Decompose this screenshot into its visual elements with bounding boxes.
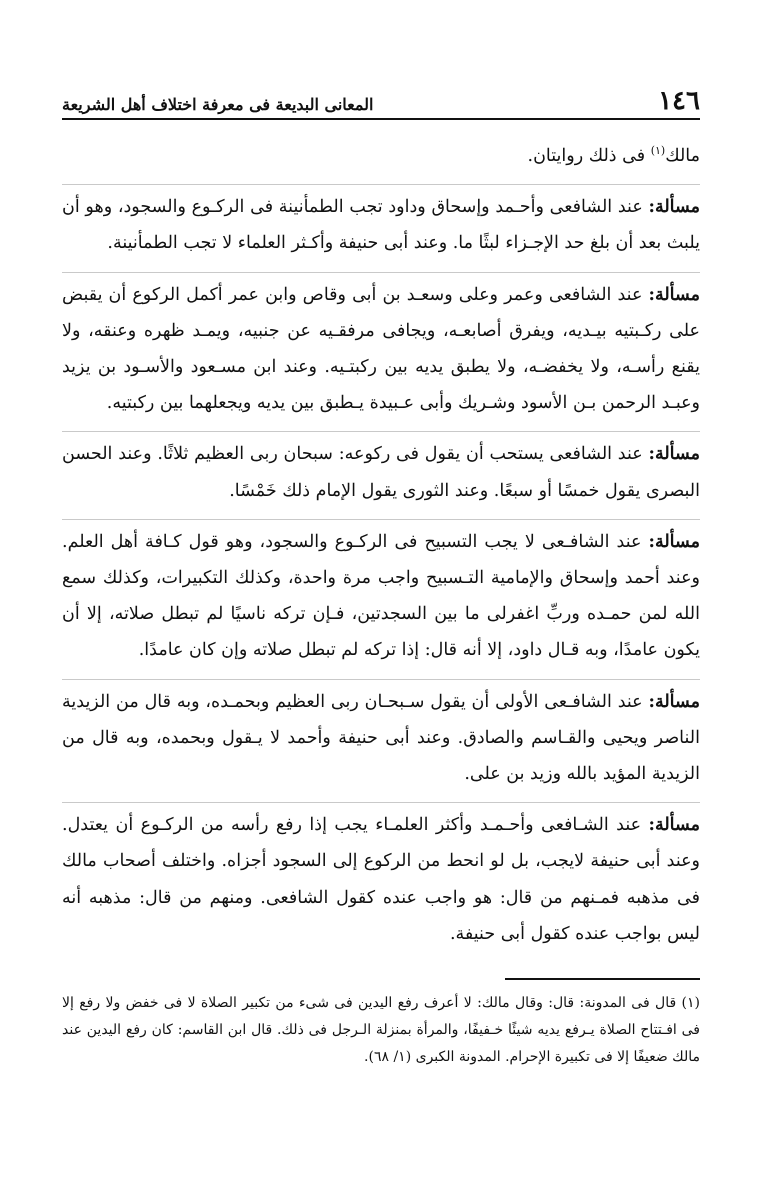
paragraph-5: [62, 679, 700, 793]
footnote: [62, 990, 700, 1071]
paragraph-lead: مسألة:: [648, 197, 700, 218]
paragraph-4: [62, 519, 700, 669]
paragraph-text: عند الشافعى وأحـمد وإسحاق وداود تجب الطمأنينة فى الركـوع والسجود، وهو أن يلبث بعد أن بلغ حد الإجـزاء لبثًا ما. وعند أبى حنيفة وأكـثر العلماء لا تجب الطمأنينة.: [62, 197, 700, 254]
paragraph-text: عند الشافعى وعمر وعلى وسعـد بن أبى وقاص وابن عمر أكمل الركوع أن يقبض على ركـبتيه بيـديه، ويفرق أصابعـه، ويجافى مرفقـيه عن جنبيه، ويمـد ظهره وعنقه، ولا يقنع رأسـه، ولا يخفضـه، ولا يطبق يديه بين ركبتـيه. وعند ابن مسـعود والأسـود بن يزيد وعبـد الرحمن بـن الأسود وشـريك وأبى عـبيدة يـطبق بين يديه ويجعلهما بين ركبتيه.: [62, 284, 700, 414]
paragraph-text: عند الشـافعى وأحـمـد وأكثر العلمـاء يجب إذا رفع رأسه من الركـوع أن يعتدل. وعند أبى حنيفة لايجب، بل لو انحط من الركوع إلى السجود أجزاه. واختلف أصحاب مالك فى مذهبه فمـنهم من قال: هو واجب عنده كقول الشافعى. ومنهم من قال: مذهبه أنه ليس بواجب عنده كقول أبى حنيفة.: [62, 815, 700, 944]
intro-text-after: فى ذلك روايتان.: [527, 146, 651, 166]
footnote-ref: (١): [650, 144, 666, 158]
footnote-text: (١) قال فى المدونة: قال: وقال مالك: لا أعرف رفع اليدين فى شىء من تكبير الصلاة لا فى خفض ولا رفع إلا فى افـتتاح الصلاة يـرفع يديه شيئًا خـفيفًا، والمرأة بمنزلة الـرجل فى ذلك. قال ابن القاسم: كان رفع اليدين عند مالك ضعيفًا إلا فى تكبيرة الإحرام. المدونة الكبرى (١/ ٦٨).: [62, 995, 700, 1066]
paragraph-lead: مسألة:: [648, 531, 700, 552]
paragraph-text: عند الشافـعى الأولى أن يقول سـبحـان ربى العظيم وبحمـده، وبه قال من الزيدية الناصر ويحيى والقـاسم والصادق. وعند أبى حنيفة وأحمد لا يـقول وبحمده، وبه قال من الزيدية المؤيد بالله وزيد بن على.: [62, 691, 700, 785]
page-number: ١٤٦: [658, 86, 700, 116]
paragraph-text: عند الشافـعى لا يجب التسبيح فى الركـوع والسجود، وهو قول كـافة أهل العلم. وعند أحمد وإسحاق والإمامية التـسبيح واجب مرة واحدة، وكذلك التكبيرات، وكذلك سمع الله لمن حمـده وربِّ اغفرلى ما بين السجدتين، فـإن تركه ناسيًا لم تبطل صلاته، إلا أن يكون عامدًا، وبه قـال داود، إلا أنه قال: إذا تركه لم تبطل صلاته وإن كان عامدًا.: [62, 531, 700, 661]
paragraph-6: [62, 802, 700, 952]
paragraph-lead: مسألة:: [648, 691, 700, 712]
book-page: [62, 88, 700, 1071]
paragraph-1: [62, 184, 700, 261]
intro-text-before: مالك: [665, 146, 700, 166]
intro-line: [62, 138, 700, 174]
footnote-divider: [505, 978, 700, 980]
running-title: المعانى البديعة فى معرفة اختلاف أهل الشريعة: [62, 95, 374, 114]
page-body: [62, 138, 700, 952]
paragraph-lead: مسألة:: [648, 815, 700, 836]
paragraph-lead: مسألة:: [648, 444, 700, 465]
paragraph-3: [62, 431, 700, 508]
page-header: [62, 88, 700, 120]
paragraph-2: [62, 272, 700, 422]
paragraph-text: عند الشافعى يستحب أن يقول فى ركوعه: سبحان ربى العظيم ثلاثًا. وعند الحسن البصرى يقول خمسًا أو سبعًا. وعند الثورى يقول الإمام ذلك خَمْسًا.: [62, 444, 700, 501]
paragraph-lead: مسألة:: [648, 284, 700, 305]
